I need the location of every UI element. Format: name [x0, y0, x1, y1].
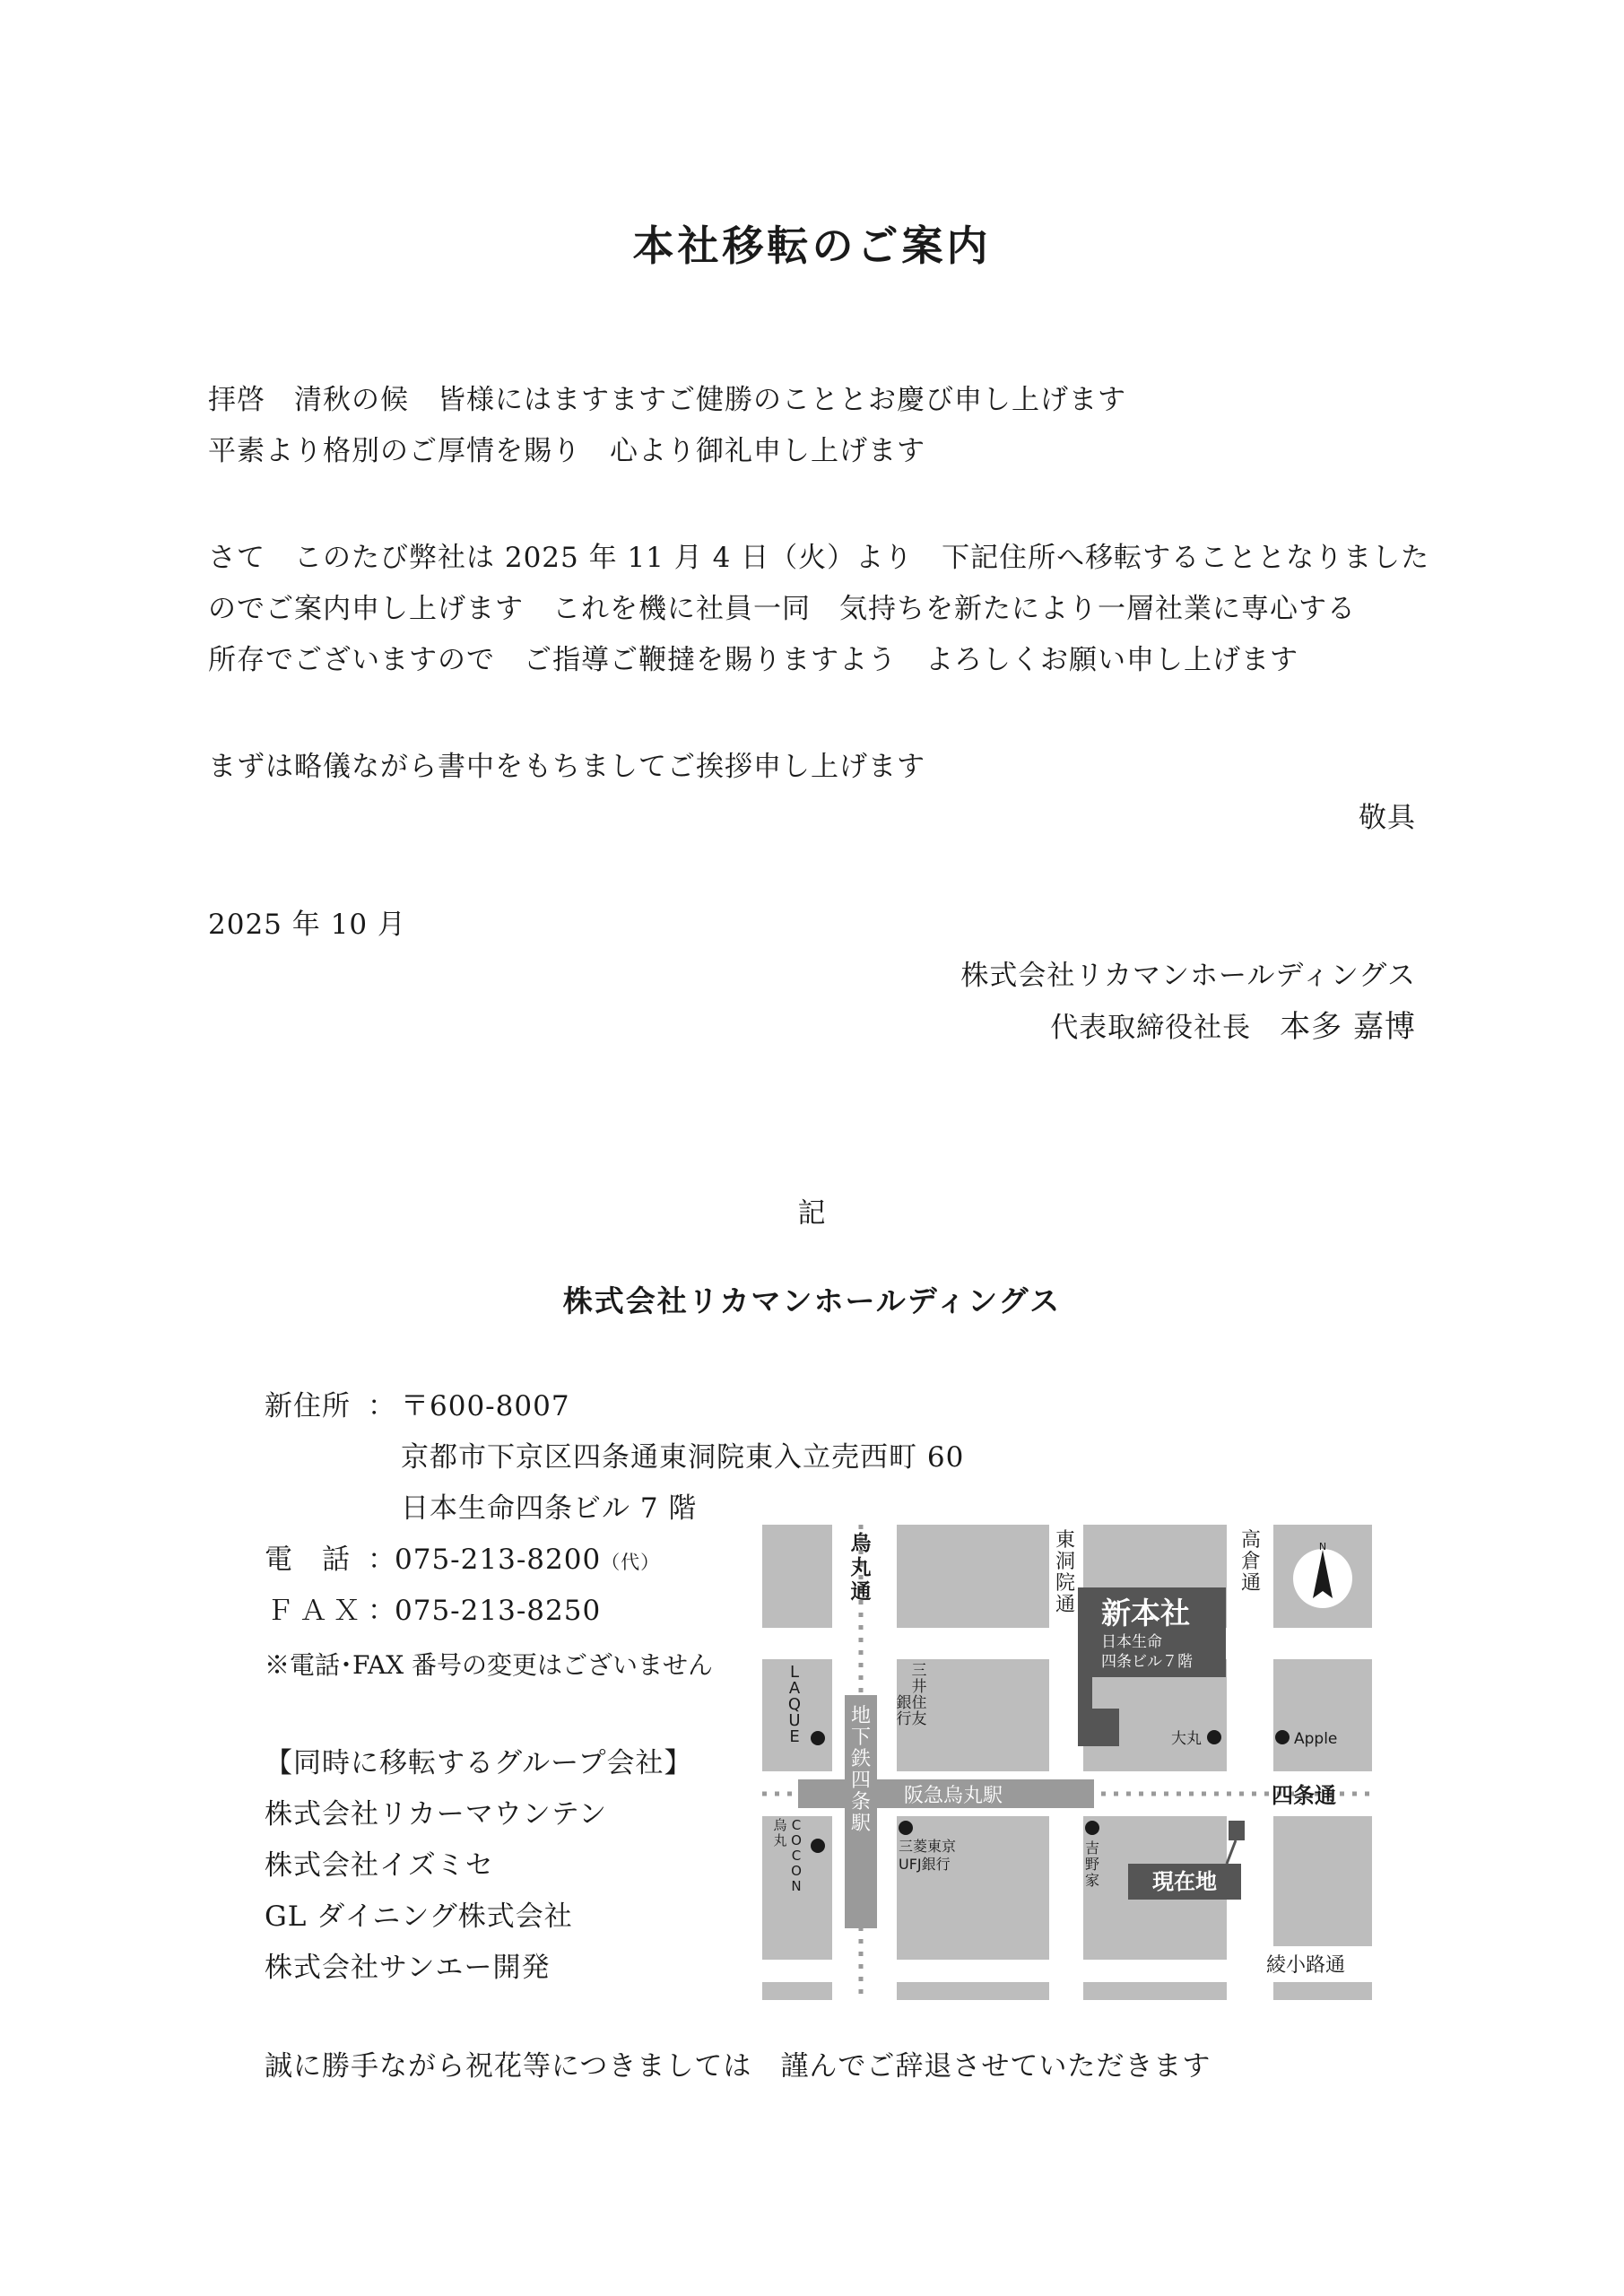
- higashinotoin-dori-label: [1055, 1529, 1075, 1616]
- laque-char: E: [789, 1727, 800, 1746]
- smbc-char: 銀: [896, 1694, 912, 1712]
- tel-label: 電 話: [265, 1544, 351, 1576]
- cocon-char: C: [791, 1817, 802, 1833]
- tel-value: [395, 1535, 660, 1588]
- sender-company: 株式会社リカマンホールディングス: [960, 960, 1416, 992]
- yoshinoya-char: 野: [1084, 1856, 1100, 1873]
- sender-representative: [1050, 1002, 1416, 1054]
- details-company: 株式会社リカマンホールディングス: [562, 1283, 1062, 1318]
- laque-char: L: [789, 1663, 800, 1682]
- hankyu-label: 阪急烏丸駅: [904, 1785, 1003, 1807]
- tel-note: （代）: [601, 1552, 661, 1573]
- address-line-2: 日本生命四条ビル 7 階: [401, 1492, 698, 1525]
- subway-char: 地: [850, 1705, 872, 1727]
- smbc-char: 三: [911, 1662, 927, 1680]
- cocon-char: C: [791, 1848, 802, 1864]
- mufg-label-1: 三菱東京: [899, 1838, 957, 1855]
- laque-char: A: [788, 1679, 801, 1698]
- group-company-3: GL ダイニング株式会社: [265, 1900, 573, 1933]
- takakura-char: 通: [1240, 1572, 1262, 1595]
- fax-colon: ：: [368, 1595, 396, 1627]
- takakura-char: 倉: [1240, 1551, 1262, 1573]
- no-change-note: ※電話･FAX 番号の変更はございません: [265, 1650, 714, 1680]
- laque-char: U: [788, 1711, 801, 1730]
- ki-mark: 記: [797, 1197, 827, 1230]
- ayanokoji-dori-label: 綾小路通: [1266, 1954, 1346, 1977]
- letter-date: 2025 年 10 月: [208, 909, 406, 941]
- higashinotoin-char: 通: [1055, 1594, 1076, 1616]
- sender-title: 代表取締役社長: [1050, 1012, 1252, 1044]
- greeting-line-2: 平素より格別のご厚情を賜り 心より御礼申し上げます: [208, 435, 925, 467]
- closing-word: 敬具: [1359, 802, 1416, 834]
- karasuma-char: 烏: [850, 1532, 872, 1555]
- subway-char: 鉄: [850, 1748, 872, 1770]
- postal-code: 〒600-8007: [401, 1390, 570, 1422]
- address-line-1: 京都市下京区四条通東洞院東入立売西町 60: [401, 1441, 965, 1474]
- group-company-1: 株式会社リカーマウンテン: [265, 1798, 608, 1831]
- cocon-char: O: [791, 1863, 802, 1879]
- tel-number: 075-213-8200: [395, 1544, 602, 1576]
- daimaru-label: 大丸: [1171, 1730, 1202, 1748]
- address-colon: ：: [368, 1390, 396, 1422]
- current-location-label: 現在地: [1152, 1869, 1217, 1894]
- shijo-dori-label: 四条通: [1272, 1783, 1336, 1808]
- tel-colon: ：: [368, 1544, 396, 1576]
- higashinotoin-char: 院: [1055, 1572, 1076, 1595]
- yoshinoya-label: [1085, 1839, 1099, 1889]
- cocon-char: N: [791, 1878, 802, 1894]
- announcement-line-2: のでご案内申し上げます これを機に社員一同 気持ちを新たにより一層社業に専心する: [208, 593, 1356, 625]
- subway-char: 四: [850, 1770, 872, 1792]
- greeting-line-1: 拝啓 清秋の候 皆様にはますますご健勝のこととお慶び申し上げます: [208, 384, 1126, 416]
- higashinotoin-char: 洞: [1055, 1551, 1076, 1573]
- final-note: 誠に勝手ながら祝花等につきましては 謹んでご辞退させていただきます: [265, 2050, 1211, 2083]
- karasuma-dori-label: [851, 1531, 872, 1604]
- smbc-char: 井: [911, 1678, 927, 1696]
- higashinotoin-char: 東: [1055, 1529, 1076, 1552]
- smbc-char: 行: [896, 1710, 912, 1728]
- smbc-char: 友: [911, 1710, 927, 1728]
- subway-char: 下: [850, 1726, 872, 1749]
- new-office-sub-2: 四条ビル７階: [1101, 1653, 1193, 1671]
- subway-label: [850, 1705, 871, 1835]
- laque-label: [788, 1663, 801, 1746]
- closing-line: まずは略儀ながら書中をもちましてご挨拶申し上げます: [208, 751, 925, 783]
- group-company-4: 株式会社サンエー開発: [265, 1952, 551, 1984]
- new-office-label: 新本社: [1101, 1596, 1190, 1631]
- mufg-label-2: UFJ銀行: [899, 1856, 951, 1873]
- announcement-line-3: 所存でございますので ご指導ご鞭撻を賜りますよう よろしくお願い申し上げます: [208, 644, 1298, 676]
- cocon-char: O: [791, 1832, 802, 1848]
- compass-n-label: N: [1318, 1541, 1327, 1552]
- yoshinoya-char: 吉: [1084, 1839, 1100, 1857]
- apple-label: Apple: [1294, 1730, 1338, 1748]
- fax-number: 075-213-8250: [395, 1595, 602, 1627]
- access-map: [762, 1525, 1372, 2000]
- sender-name: 本多 嘉博: [1280, 1009, 1416, 1045]
- cocon-prefix-char: 烏: [773, 1817, 787, 1833]
- group-company-2: 株式会社イズミセ: [265, 1849, 494, 1882]
- fax-label: ＦＡＸ: [266, 1595, 366, 1627]
- subway-char: 条: [850, 1791, 872, 1813]
- new-office-sub-1: 日本生命: [1101, 1633, 1162, 1651]
- cocon-prefix-char: 丸: [773, 1832, 787, 1848]
- page-title: 本社移転のご案内: [632, 222, 992, 270]
- yoshinoya-char: 家: [1084, 1872, 1100, 1889]
- takakura-char: 高: [1240, 1529, 1262, 1552]
- takakura-dori-label: [1241, 1529, 1261, 1595]
- group-heading: 【同時に移転するグループ会社】: [265, 1747, 693, 1779]
- announcement-line-1: さて このたび弊社は 2025 年 11 月 4 日（火）より 下記住所へ移転することとなりました: [208, 542, 1430, 574]
- smbc-char: 住: [911, 1694, 927, 1712]
- laque-char: Q: [787, 1695, 802, 1714]
- address-label: 新住所: [265, 1390, 351, 1422]
- karasuma-char: 丸: [850, 1556, 872, 1579]
- karasuma-char: 通: [850, 1580, 872, 1604]
- subway-char: 駅: [850, 1813, 872, 1835]
